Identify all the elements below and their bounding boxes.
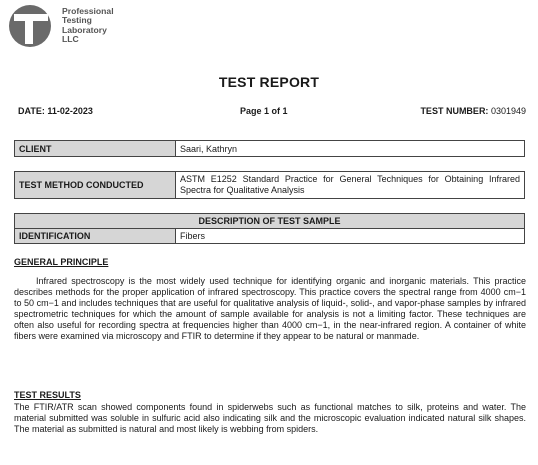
test-number — [420, 106, 526, 116]
test-number-value: 0301949 — [490, 106, 526, 116]
method-row — [15, 172, 525, 199]
test-number-label: TEST NUMBER: — [420, 106, 489, 116]
client-value: Saari, Kathryn — [176, 141, 525, 157]
method-label: TEST METHOD CONDUCTED — [15, 172, 176, 199]
method-value: ASTM E1252 Standard Practice for General Techniques for Obtaining Infrared Spectra for Qualitative Analysis — [176, 172, 525, 199]
test-results-heading: TEST RESULTS — [14, 390, 81, 400]
client-label: CLIENT — [15, 141, 176, 157]
identification-row — [15, 229, 525, 244]
general-principle-text: Infrared spectroscopy is the most widely used technique for identifying organic and inorganic materials. This practice describes methods for the proper application of infrared spectroscopy. This practice covers the spectral range from 4000 cm−1 to 50 cm−1 and includes techniques that are useful for qualitative analysis of liquid-, solid-, and vapor-phase samples by infrared spectrometric techniques for which the amount of sample available for analysis is not a limiting factor. These techniques are often also useful for recording spectra at frequencies higher than 4000 cm−1, in the near-infrared region. A container of white fibers were examined via microscopy and FTIR to determine if they appear to be natural or manmade. — [14, 276, 526, 342]
client-row — [15, 141, 525, 157]
company-logo — [8, 4, 128, 50]
general-principle-heading: GENERAL PRINCIPLE — [14, 257, 109, 267]
test-results-text: The FTIR/ATR scan showed components found in spiderwebs such as functional matches to silk, proteins and water. The material submitted was soluble in sulfuric acid also indicating silk and the microscopic evaluation indicated natural silk shapes. The material as submitted is natural and most likely is webbing from spiders. — [14, 402, 526, 435]
identification-value: Fibers — [176, 229, 525, 244]
logo-mark-icon — [8, 4, 58, 48]
description-header-row — [15, 214, 525, 229]
report-title: TEST REPORT — [218, 74, 320, 90]
client-table — [14, 140, 525, 157]
sample-description-table — [14, 213, 525, 244]
page-number: Page 1 of 1 — [240, 106, 288, 116]
method-table — [14, 171, 525, 199]
report-date: DATE: 11-02-2023 — [18, 106, 93, 116]
identification-label: IDENTIFICATION — [15, 229, 176, 244]
description-header: DESCRIPTION OF TEST SAMPLE — [15, 214, 525, 229]
company-name: Professional Testing Laboratory LLC — [62, 6, 114, 45]
